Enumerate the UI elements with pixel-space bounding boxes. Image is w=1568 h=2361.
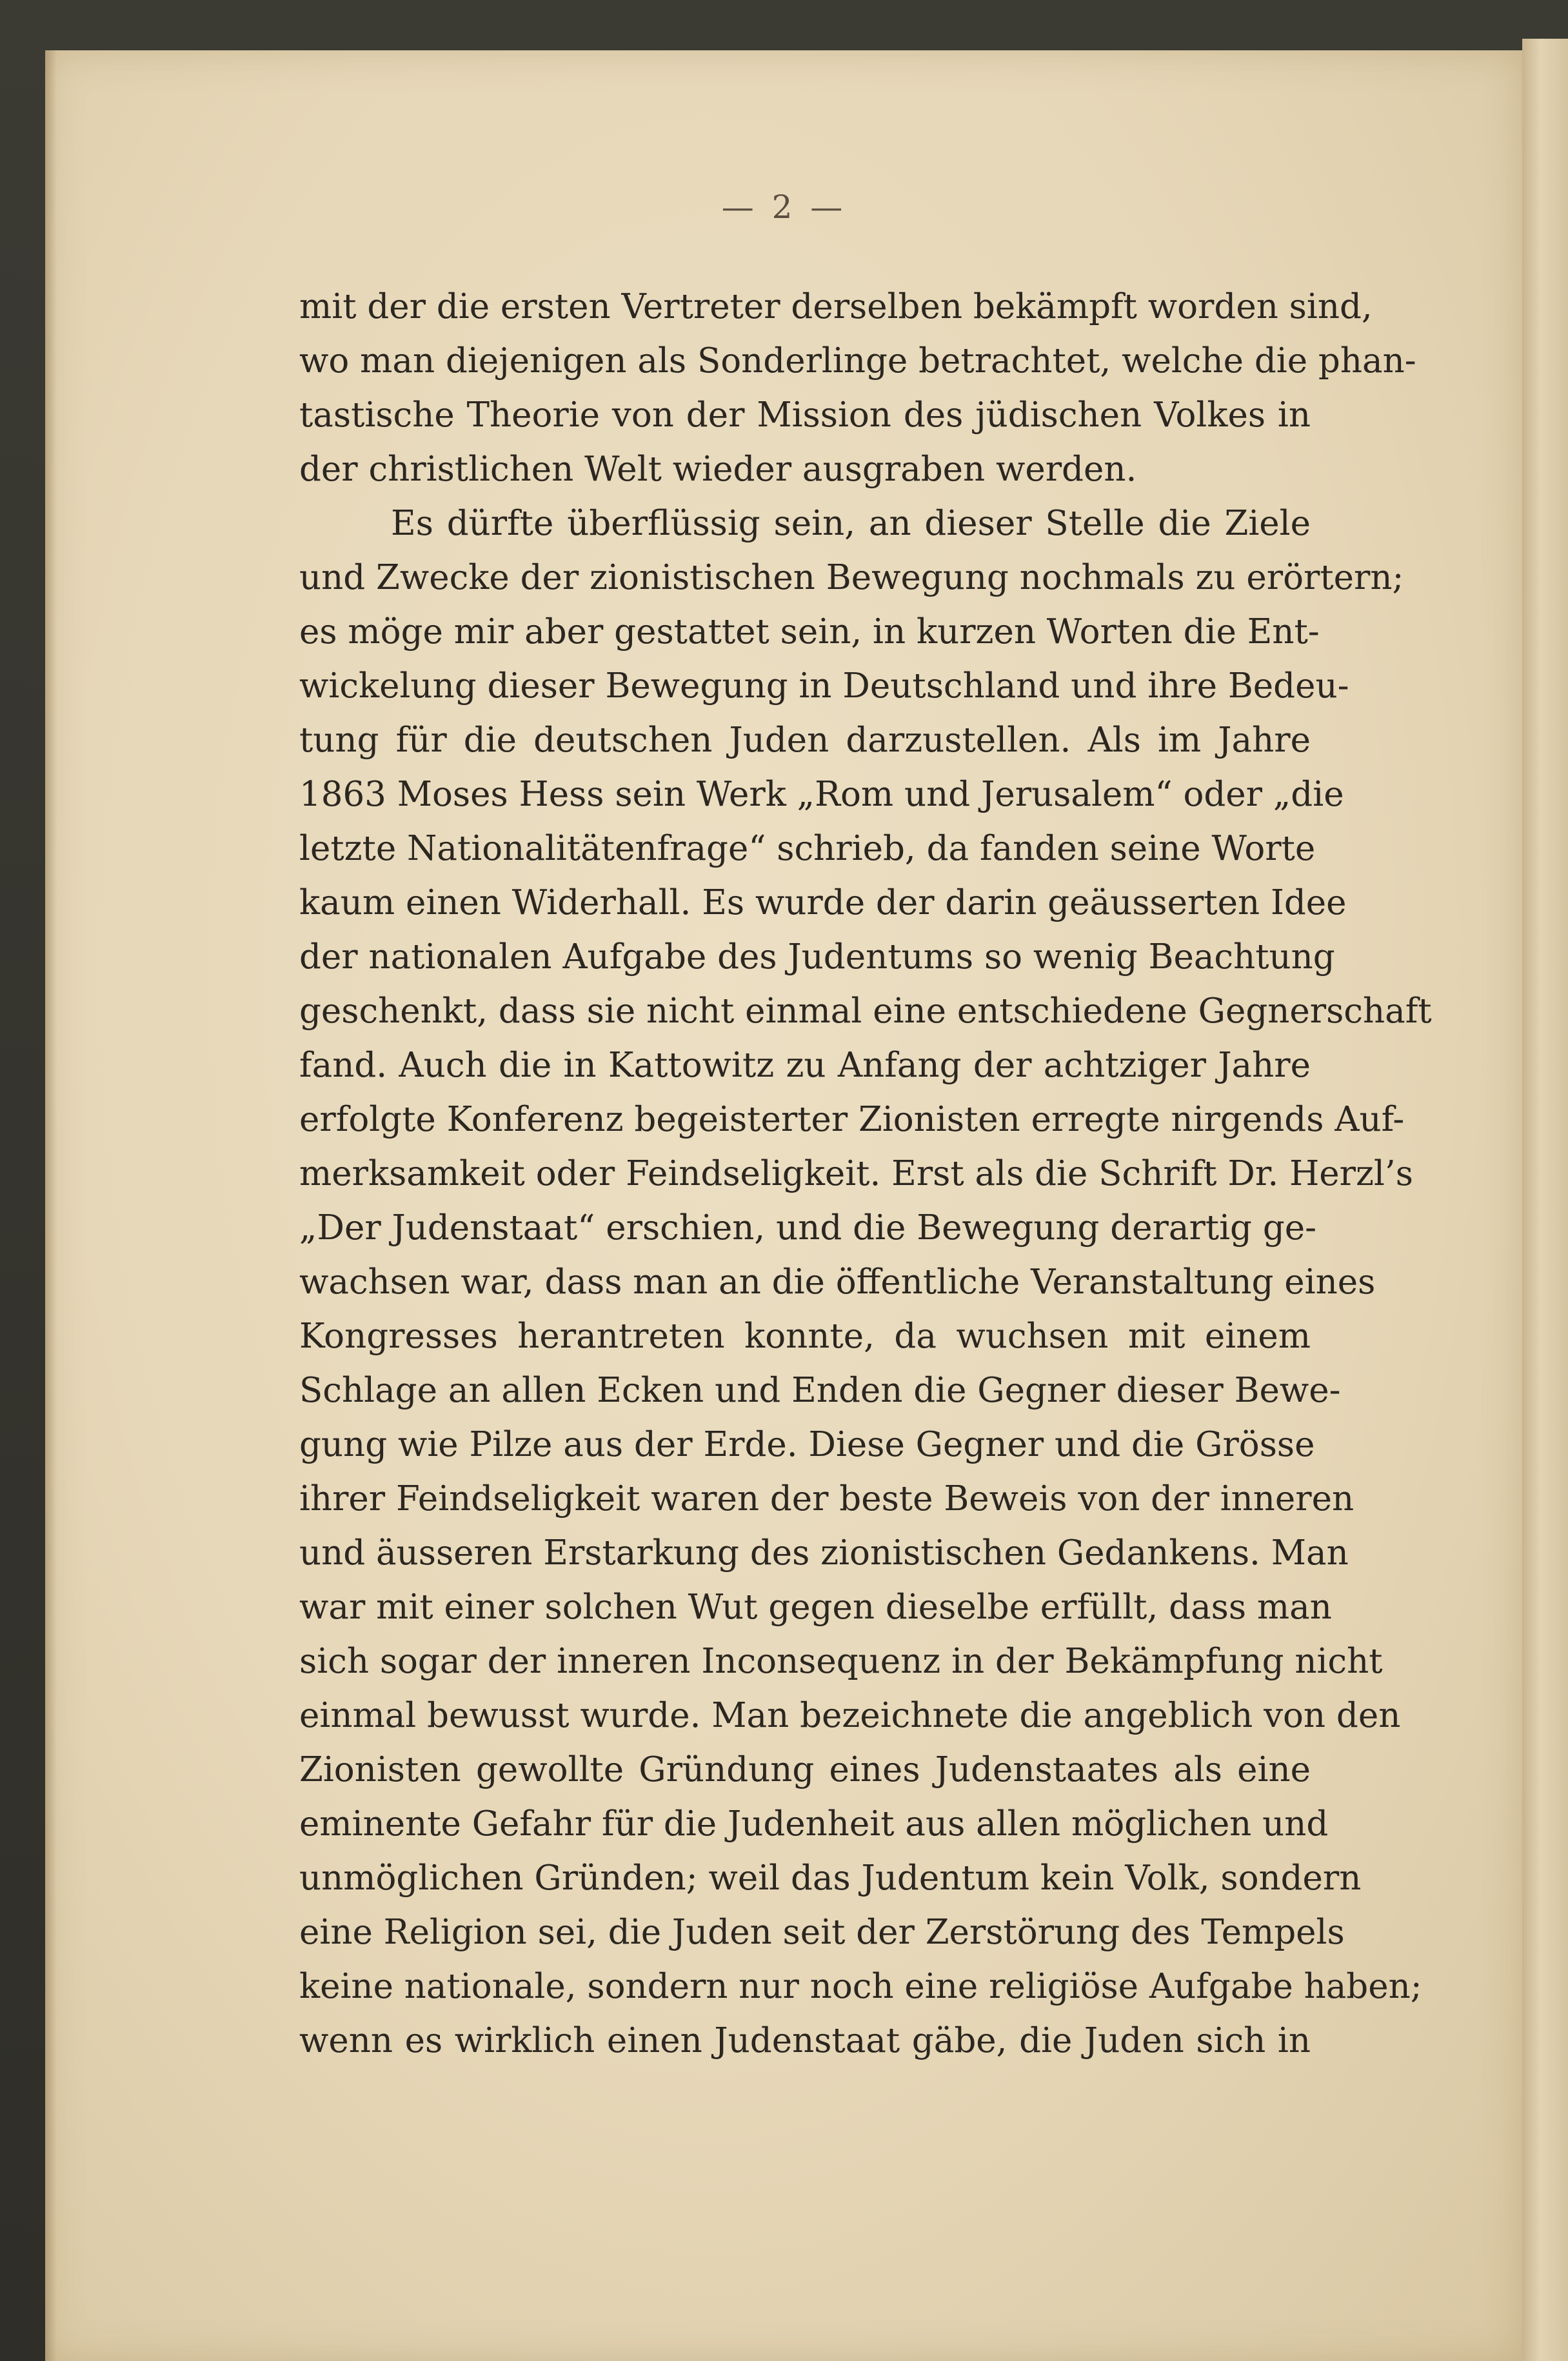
text-line: es möge mir aber gestattet sein, in kurzen Worten die Ent- bbox=[299, 612, 1320, 652]
text-line: und Zwecke der zionistischen Bewegung nochmals zu erörtern; bbox=[299, 558, 1404, 597]
text-line: Schlage an allen Ecken und Enden die Gegner dieser Bewe- bbox=[299, 1371, 1341, 1410]
text-line: sich sogar der inneren Inconsequenz in der Bekämpfung nicht bbox=[299, 1642, 1383, 1681]
paragraph-start-line: Es dürfte überflüssig sein, an dieser Stelle die Ziele bbox=[391, 504, 1311, 543]
text-line: Kongresses herantreten konnte, da wuchsen mit einem bbox=[299, 1317, 1311, 1356]
page-number: — 2 — bbox=[721, 188, 847, 226]
text-line: tastische Theorie von der Mission des jüdischen Volkes in bbox=[299, 395, 1311, 435]
text-line: Zionisten gewollte Gründung eines Judenstaates als eine bbox=[299, 1750, 1311, 1789]
page-gutter-shadow bbox=[45, 50, 57, 2361]
text-line: keine nationale, sondern nur noch eine religiöse Aufgabe haben; bbox=[299, 1967, 1422, 2006]
text-line: eminente Gefahr für die Judenheit aus allen möglichen und bbox=[299, 1804, 1329, 1844]
text-line: eine Religion sei, die Juden seit der Zerstörung des Tempels bbox=[299, 1913, 1345, 1952]
text-line: der nationalen Aufgabe des Judentums so wenig Beachtung bbox=[299, 937, 1335, 977]
text-line: „Der Judenstaat“ erschien, und die Bewegung derartig ge- bbox=[299, 1208, 1317, 1248]
text-line: einmal bewusst wurde. Man bezeichnete die angeblich von den bbox=[299, 1696, 1401, 1735]
paragraph-end-line: der christlichen Welt wieder ausgraben werden. bbox=[299, 450, 1137, 489]
text-line: letzte Nationalitätenfrage“ schrieb, da fanden seine Worte bbox=[299, 829, 1316, 868]
text-line: merksamkeit oder Feindseligkeit. Erst als die Schrift Dr. Herzl’s bbox=[299, 1154, 1413, 1193]
body-text bbox=[299, 280, 1432, 2068]
text-line: unmöglichen Gründen; weil das Judentum kein Volk, sondern bbox=[299, 1858, 1362, 1898]
text-line: wo man diejenigen als Sonderlinge betrachtet, welche die phan- bbox=[299, 341, 1416, 381]
text-line: ihrer Feindseligkeit waren der beste Beweis von der inneren bbox=[299, 1479, 1355, 1519]
text-line: geschenkt, dass sie nicht einmal eine entschiedene Gegnerschaft bbox=[299, 991, 1432, 1031]
text-line: gung wie Pilze aus der Erde. Diese Gegner und die Grösse bbox=[299, 1425, 1315, 1464]
text-line: wachsen war, dass man an die öffentliche Veranstaltung eines bbox=[299, 1262, 1376, 1302]
text-line: fand. Auch die in Kattowitz zu Anfang der achtziger Jahre bbox=[299, 1046, 1311, 1085]
text-line: tung für die deutschen Juden darzustellen. Als im Jahre bbox=[299, 721, 1311, 760]
text-line: kaum einen Widerhall. Es wurde der darin geäusserten Idee bbox=[299, 883, 1347, 922]
text-line: mit der die ersten Vertreter derselben bekämpft worden sind, bbox=[299, 287, 1373, 326]
text-line: und äusseren Erstarkung des zionistischen Gedankens. Man bbox=[299, 1533, 1349, 1573]
adjacent-page-edge bbox=[1522, 39, 1568, 2361]
text-line: wenn es wirklich einen Judenstaat gäbe, die Juden sich in bbox=[299, 2021, 1311, 2060]
text-line: war mit einer solchen Wut gegen dieselbe erfüllt, dass man bbox=[299, 1588, 1332, 1627]
text-line: wickelung dieser Bewegung in Deutschland und ihre Bedeu- bbox=[299, 666, 1349, 706]
text-line: 1863 Moses Hess sein Werk „Rom und Jerusalem“ oder „die bbox=[299, 775, 1344, 814]
text-line: erfolgte Konferenz begeisterter Zionisten erregte nirgends Auf- bbox=[299, 1100, 1405, 1139]
